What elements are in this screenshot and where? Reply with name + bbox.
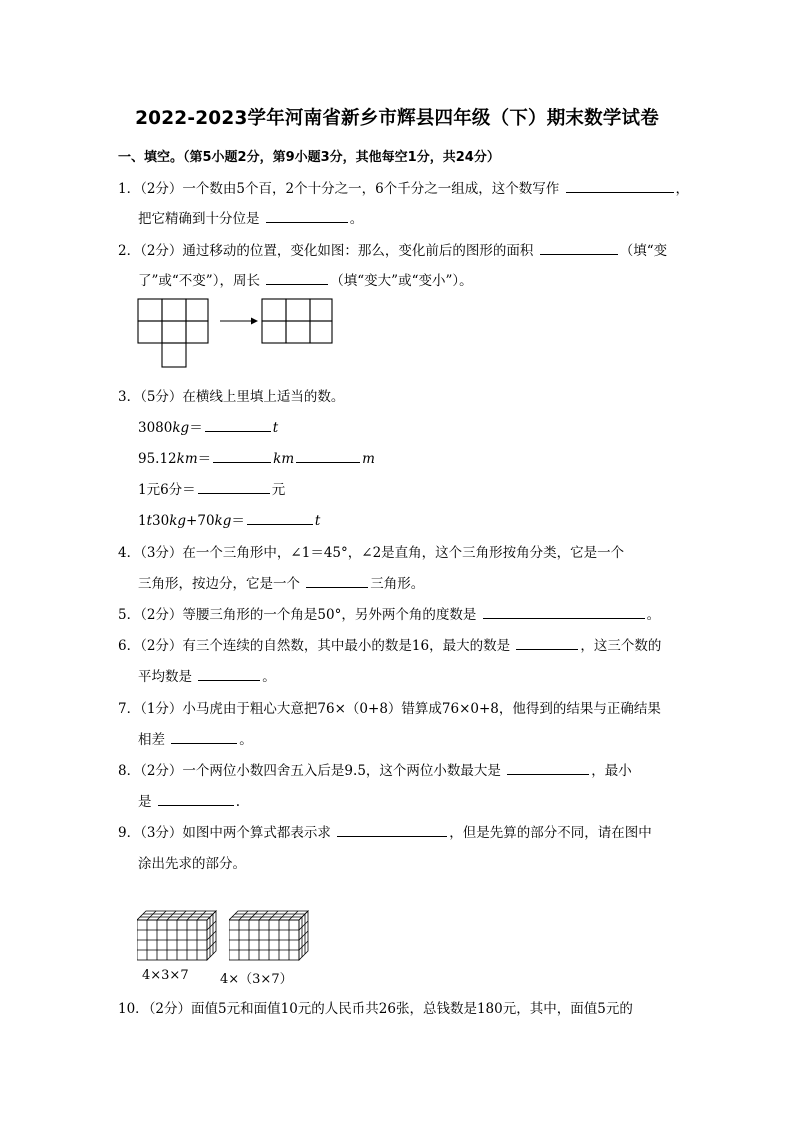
unit: kg (169, 513, 187, 529)
value: 1 (138, 513, 147, 529)
grid-square (286, 321, 310, 343)
equals: ＝ (197, 451, 212, 467)
value: 1元6分＝ (138, 482, 196, 498)
conversion-line-3 (138, 478, 285, 498)
question-text: 涂出先求的部分。 (138, 856, 246, 872)
question-text: 平均数是 (138, 669, 192, 685)
grid-square (310, 299, 332, 321)
question-7-line-2 (138, 728, 253, 748)
question-text: （3分）如图中两个算式都表示求 (140, 825, 331, 841)
question-number: 1． (118, 181, 141, 197)
question-text: 了”或“不变”），周长 (138, 273, 260, 289)
grid-square (186, 299, 208, 321)
grid-square (138, 321, 162, 343)
question-9-line-2 (138, 852, 246, 872)
punct: . (235, 794, 241, 810)
unit: 元 (271, 482, 286, 498)
question-number: 3． (118, 389, 141, 405)
answer-blank[interactable] (247, 510, 313, 525)
question-number: 5． (118, 607, 141, 623)
equals: ＝ (189, 420, 203, 436)
punct: 。 (262, 669, 276, 685)
grid-square (262, 321, 286, 343)
grid-square (162, 321, 186, 343)
question-number: 6． (118, 638, 141, 654)
cube-block-figure-1[interactable] (137, 910, 217, 962)
question-number: 7． (118, 701, 141, 717)
question-8-line-2 (138, 790, 240, 810)
question-text: （2分）有三个连续的自然数，其中最小的数是16，最大的数是 (140, 638, 511, 654)
answer-blank[interactable] (566, 178, 674, 193)
section-heading: 一、填空。（第5小题2分，第9小题3分，其他每空1分，共24分） (118, 150, 500, 165)
grid-square (162, 343, 186, 367)
unit: m (362, 451, 375, 467)
question-10-line-1 (118, 997, 633, 1017)
question-text: （2分）一个两位小数四舍五入后是9.5，这个两位小数最大是 (140, 763, 501, 779)
question-number: 4． (118, 545, 141, 561)
question-text: （2分）通过移动的位置，变化如图：那么，变化前后的图形的面积 (140, 243, 534, 259)
question-text: 是 (138, 794, 152, 810)
question-1-line-1 (118, 177, 689, 197)
grid-square (262, 299, 286, 321)
grid-square (138, 299, 162, 321)
question-4-line-1 (118, 541, 624, 561)
cube-block-figure-2[interactable] (229, 910, 309, 962)
answer-blank[interactable] (516, 635, 578, 650)
question-text: （2分）面值5元和面值10元的人民币共26张，总钱数是180元，其中，面值5元的 (148, 1001, 633, 1017)
arrow-head-icon (251, 318, 258, 325)
question-text: （填“变 (619, 243, 668, 259)
punct: 。 (239, 732, 253, 748)
question-number: 8． (118, 763, 141, 779)
answer-blank[interactable] (266, 208, 348, 223)
punct: ， (675, 181, 689, 197)
question-text: （3分）在一个三角形中，∠1＝45°，∠2是直角，这个三角形按角分类，它是一个 (140, 545, 625, 561)
page-title: 2022-2023学年河南省新乡市辉县四年级（下）期末数学试卷 (135, 108, 659, 129)
answer-blank[interactable] (213, 448, 271, 463)
answer-blank[interactable] (266, 270, 328, 285)
question-text: 三角形，按边分，它是一个 (138, 576, 300, 592)
shape-transform-figure (136, 297, 336, 373)
question-text: （5分）在横线上里填上适当的数。 (140, 389, 345, 405)
question-text: （1分）小马虎由于粗心大意把76×（0+8）错算成76×0+8，他得到的结果与正确结果 (140, 701, 661, 717)
question-5-line-1 (118, 603, 660, 623)
answer-blank[interactable] (198, 666, 260, 681)
question-text: （填“变大”或“变小”）。 (330, 273, 473, 289)
grid-square (286, 299, 310, 321)
answer-blank[interactable] (171, 729, 237, 744)
unit: kg (214, 513, 232, 529)
question-text: 把它精确到十分位是 (138, 211, 260, 227)
value: 95.12 (138, 451, 177, 467)
question-4-line-2 (138, 572, 424, 592)
answer-blank[interactable] (296, 448, 360, 463)
value: +70 (186, 513, 215, 529)
grid-square (162, 299, 186, 321)
conversion-line-4 (138, 509, 320, 529)
question-text: （2分）一个数由5个百，2个十分之一，6个千分之一组成，这个数写作 (140, 181, 560, 197)
question-text: ，但是先算的部分不同，请在图中 (449, 825, 652, 841)
value: 3080 (138, 420, 173, 436)
question-9-line-1 (118, 821, 652, 841)
answer-blank[interactable] (483, 604, 645, 619)
question-text: ，这三个数的 (580, 638, 662, 654)
answer-blank[interactable] (158, 791, 234, 806)
conversion-line-1 (138, 416, 278, 436)
question-text: ，最小 (591, 763, 632, 779)
question-number: 2． (118, 243, 141, 259)
question-text: （2分）等腰三角形的一个角是50°，另外两个角的度数是 (140, 607, 477, 623)
equals: ＝ (231, 513, 245, 529)
question-1-line-2 (138, 207, 363, 227)
unit: t (146, 513, 153, 529)
question-3-line-1 (118, 385, 344, 405)
question-text: 三角形。 (370, 576, 425, 592)
question-8-line-1 (118, 759, 632, 779)
conversion-line-2 (138, 447, 375, 467)
answer-blank[interactable] (306, 573, 368, 588)
figure-1-label: 4×3×7 (142, 968, 189, 983)
answer-blank[interactable] (205, 417, 271, 432)
question-number: 10． (118, 1001, 149, 1017)
question-2-line-2 (138, 269, 473, 289)
answer-blank[interactable] (507, 760, 589, 775)
unit: km (176, 451, 198, 467)
question-6-line-2 (138, 665, 276, 685)
figure-2-label: 4×（3×7） (220, 972, 293, 987)
punct: 。 (646, 607, 661, 623)
question-text: 相差 (138, 732, 165, 748)
unit: kg (172, 420, 190, 436)
grid-square (310, 321, 332, 343)
unit: km (273, 451, 295, 467)
unit: t (314, 513, 321, 529)
question-2-line-1 (118, 239, 667, 259)
question-7-line-1 (118, 697, 661, 717)
value: 30 (152, 513, 170, 529)
question-number: 9． (118, 825, 141, 841)
question-6-line-1 (118, 634, 661, 654)
unit: t (272, 420, 279, 436)
answer-blank[interactable] (540, 240, 618, 255)
answer-blank[interactable] (337, 822, 447, 837)
answer-blank[interactable] (198, 479, 270, 494)
punct: 。 (349, 211, 364, 227)
grid-square (186, 321, 208, 343)
